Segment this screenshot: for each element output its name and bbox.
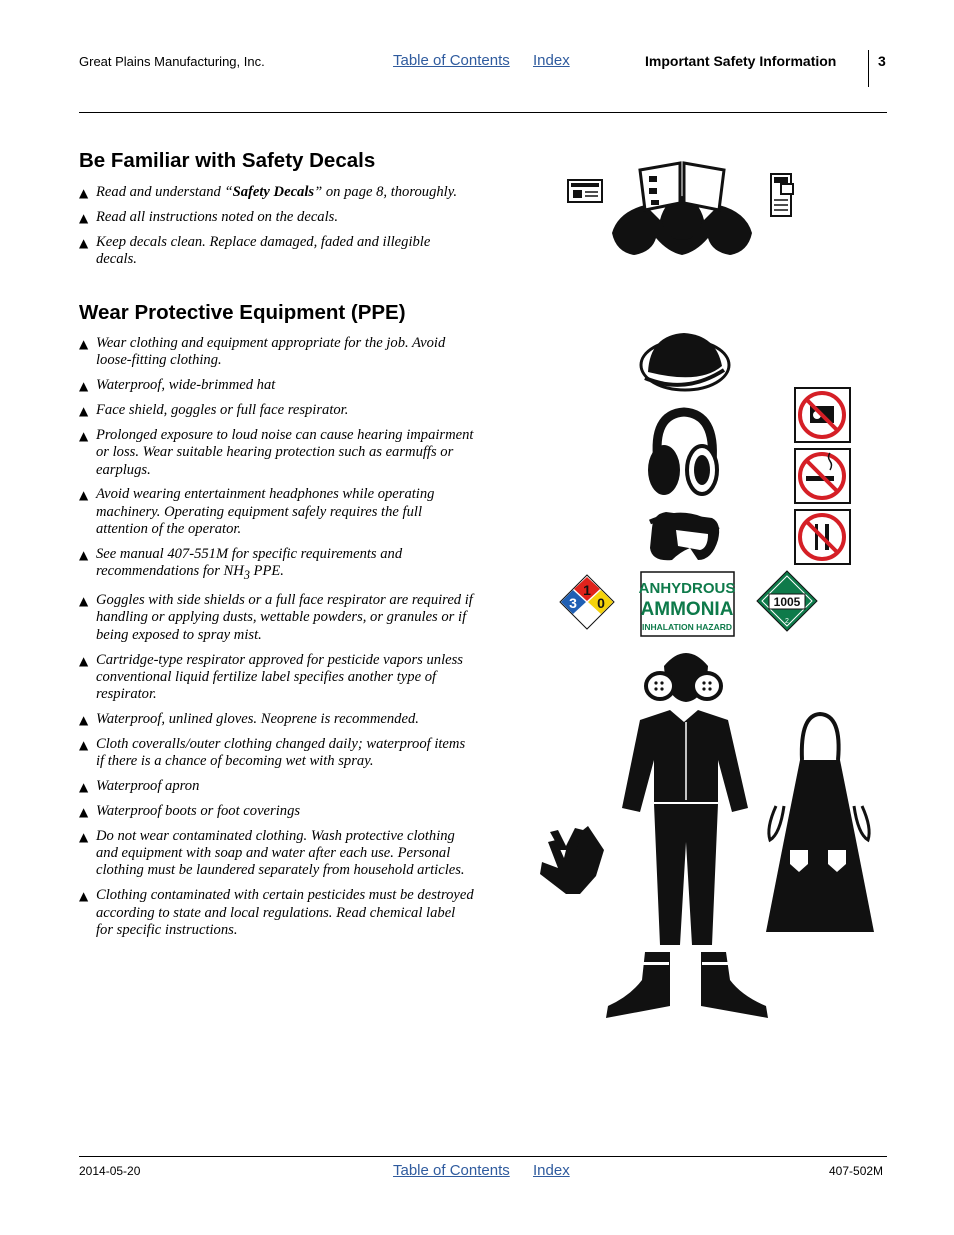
no-radio-sign-icon	[795, 388, 850, 442]
apron-icon	[766, 714, 874, 932]
list-item: ▲ Goggles with side shields or a full face respirator are required if handling or applying dusts, wettable powders, or granules or if being exposed to spray mist.	[79, 592, 473, 643]
reading-manual-icon	[612, 163, 752, 255]
triangle-bullet-icon: ▲	[79, 804, 89, 819]
list-item: ▲ Clothing contaminated with certain pesticides must be destroyed according to state and local regulations. Read chemical label for specific instructions.	[79, 887, 474, 938]
list-item: ▲ Waterproof apron	[79, 778, 474, 795]
section-heading-ppe: Wear Protective Equipment (PPE)	[79, 301, 406, 324]
list-item: ▲ See manual 407-551M for specific requirements and recommendations for $NH_3$ PPE.	[79, 545, 403, 583]
index-link[interactable]: Index	[533, 1162, 570, 1179]
document-number: 407-502M	[829, 1164, 884, 1178]
respirator-icon	[646, 653, 721, 702]
index-link[interactable]: Index	[533, 52, 570, 69]
list-item: ▲ Waterproof, unlined gloves. Neoprene is recommended.	[79, 711, 474, 728]
triangle-bullet-icon: ▲	[79, 488, 89, 503]
earmuffs-icon	[648, 412, 717, 495]
triangle-bullet-icon: ▲	[79, 889, 89, 904]
decal-icon	[568, 180, 602, 202]
list-item: ▲ Read and understand “Safety Decals” on page 8, thoroughly.	[79, 184, 474, 201]
list-item: ▲ Avoid wearing entertainment headphones while operating machinery. Operating equipment safely requires the full attention of the operator.	[79, 486, 435, 538]
list-item: ▲ Read all instructions noted on the decals.	[79, 209, 474, 226]
nfpa-health: 3	[569, 595, 577, 611]
nfpa-flammability: 1	[583, 582, 591, 598]
triangle-bullet-icon: ▲	[79, 594, 89, 609]
triangle-bullet-icon: ▲	[79, 653, 89, 668]
list-item: ▲ Do not wear contaminated clothing. Wash protective clothing and equipment with soap and water after each use. Personal clothing must be laundered separately from household articles.	[79, 827, 465, 879]
header-divider	[868, 50, 869, 87]
un-class: 2	[785, 618, 789, 625]
un-number: 1005	[773, 595, 801, 609]
safety-decals-list	[79, 184, 474, 276]
no-smoking-sign-icon	[795, 449, 850, 503]
no-eating-sign-icon	[795, 510, 850, 564]
list-item: ▲ Prolonged exposure to loud noise can cause hearing impairment or loss. Wear suitable hearing protection such as earmuffs or earplugs.	[79, 426, 474, 478]
nfpa-reactivity: 0	[597, 595, 605, 611]
list-item: ▲ Face shield, goggles or full face respirator.	[79, 402, 474, 419]
wide-brimmed-hat-icon	[641, 333, 729, 390]
ammonia-line1: ANHYDROUS	[638, 580, 736, 597]
section-title: Important Safety Information	[645, 53, 837, 69]
triangle-bullet-icon: ▲	[79, 829, 89, 844]
header-rule	[79, 112, 887, 113]
coveralls-icon	[622, 710, 748, 945]
ammonia-line3: INHALATION HAZARD	[641, 622, 733, 632]
section-heading-safety-decals: Be Familiar with Safety Decals	[79, 149, 376, 172]
triangle-bullet-icon: ▲	[79, 780, 89, 795]
triangle-bullet-icon: ▲	[79, 404, 89, 419]
document-date: 2014-05-20	[79, 1164, 141, 1178]
triangle-bullet-icon: ▲	[79, 547, 89, 562]
list-item: ▲ Waterproof, wide-brimmed hat	[79, 377, 474, 394]
list-item: ▲ Keep decals clean. Replace damaged, faded and illegible decals.	[79, 233, 431, 268]
company-name: Great Plains Manufacturing, Inc.	[79, 54, 265, 69]
triangle-bullet-icon: ▲	[79, 186, 89, 200]
table-of-contents-link[interactable]: Table of Contents	[393, 52, 510, 69]
page-number: 3	[878, 53, 886, 69]
decal-icon	[771, 174, 793, 216]
triangle-bullet-icon: ▲	[79, 428, 89, 443]
triangle-bullet-icon: ▲	[79, 235, 89, 250]
triangle-bullet-icon: ▲	[79, 210, 89, 225]
triangle-bullet-icon: ▲	[79, 713, 89, 727]
list-item: ▲ Cartridge-type respirator approved for pesticide vapors unless conventional liquid fertilize label specifies another type of respirator.	[79, 651, 463, 703]
triangle-bullet-icon: ▲	[79, 737, 89, 752]
gloves-icon	[540, 826, 604, 894]
footer-rule	[79, 1156, 887, 1157]
list-item: ▲ Cloth coveralls/outer clothing changed daily; waterproof items if there is a chance of becoming wet with spray.	[79, 735, 466, 770]
triangle-bullet-icon: ▲	[79, 337, 89, 351]
ppe-list	[79, 335, 474, 947]
list-item: ▲ Wear clothing and equipment appropriate for the job. Avoid loose-fitting clothing.	[79, 335, 446, 369]
table-of-contents-link[interactable]: Table of Contents	[393, 1162, 510, 1179]
ppe-illustration	[520, 150, 900, 1030]
anhydrous-ammonia-label	[639, 572, 736, 636]
triangle-bullet-icon: ▲	[79, 379, 89, 394]
un-placard-icon	[757, 571, 817, 631]
boots-icon	[606, 952, 768, 1018]
ammonia-line2: AMMONIA	[640, 599, 734, 620]
goggles-icon	[650, 512, 719, 560]
nfpa-diamond-icon	[560, 575, 614, 629]
list-item: ▲ Waterproof boots or foot coverings	[79, 803, 474, 820]
